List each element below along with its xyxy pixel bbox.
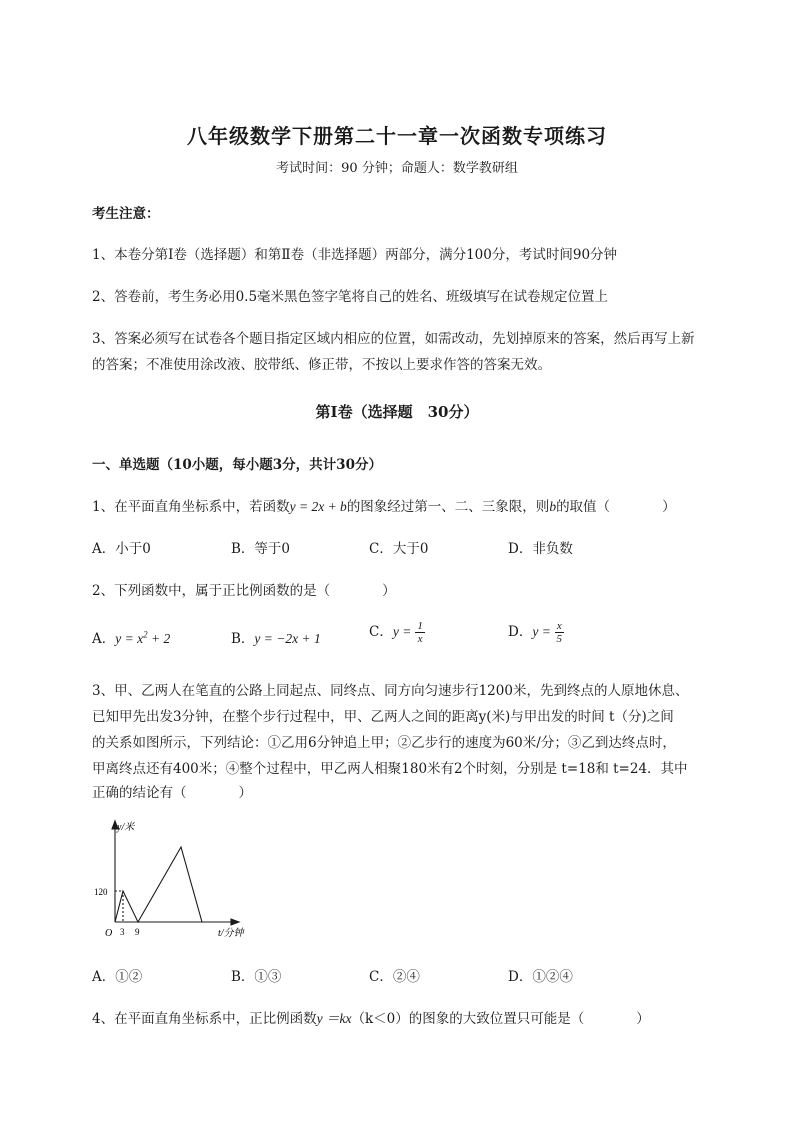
q2-b-formula: y = −2x + 1 [254, 631, 321, 646]
q2-option-a[interactable] [92, 627, 170, 647]
question-1 [92, 495, 676, 515]
notice-heading: 考生注意： [92, 206, 160, 222]
notice-item-3: 3、答案必须写在试卷各个题目指定区域内相应的位置，如需改动，先划掉原来的答案，然后再写上新 [92, 331, 695, 347]
y-axis-label: y/米 [117, 822, 135, 833]
x-tick-3: 3 [120, 927, 125, 937]
q2-a-label: A． [92, 631, 116, 647]
q1-post: 的取值（ [556, 499, 611, 515]
q3-line-2: 已知甲先出发3分钟，在整个步行过程中，甲、乙两人之间的距离y(米)与甲出发的时间 t（分)之间 [92, 709, 674, 725]
notice-item-3-cont: 的答案；不准使用涂改液、胶带纸、修正带，不按以上要求作答的答案无效。 [92, 357, 551, 373]
q3-graph [92, 818, 272, 948]
q2-option-c[interactable] [369, 620, 425, 645]
section-title: 第Ⅰ卷（选择题 30分） [315, 403, 479, 421]
q4-condition: （k＜0） [351, 1011, 409, 1027]
page-subtitle: 考试时间：90 分钟；命题人：数学教研组 [276, 161, 518, 176]
q3-line-3: 的关系如图所示，下列结论：①乙用6分钟追上甲；②乙步行的速度为60米/分；③乙到达终点时， [92, 735, 676, 751]
q4-close: ） [636, 1011, 650, 1027]
q2-option-b[interactable] [231, 627, 321, 647]
x-tick-9: 9 [135, 927, 140, 937]
q3-line-1: 3、甲、乙两人在笔直的公路上同起点、同终点、同方向匀速步行1200米，先到终点的人原地休息、 [92, 683, 689, 699]
q1-option-b[interactable]: B．等于0 [231, 541, 291, 557]
q1-option-d[interactable]: D．非负数 [508, 541, 573, 557]
q2-d-denominator: 5 [556, 633, 562, 645]
question-4 [92, 1007, 650, 1027]
part-heading: 一、单选题（10小题，每小题3分，共计30分） [92, 457, 382, 473]
q3-line-5-text: 正确的结论有（ [92, 785, 187, 801]
q1-mid: 的图象经过第一、二、三象限，则 [346, 499, 550, 515]
q2-a-tail: + 2 [147, 631, 171, 646]
page-title: 八年级数学下册第二十一章一次函数专项练习 [187, 124, 607, 148]
q3-option-c[interactable]: C．②④ [369, 969, 420, 985]
q1-formula: y = 2x + b [289, 499, 347, 514]
q1-option-a[interactable]: A．小于0 [92, 541, 151, 557]
q1-close: ） [662, 499, 676, 515]
q4-post: 的图象的大致位置只可能是（ [408, 1011, 585, 1027]
q2-d-fraction [555, 620, 564, 645]
q2-c-denominator: x [417, 633, 423, 645]
q2-d-formula: y = [532, 624, 551, 639]
q1-option-c[interactable]: C．大于0 [369, 541, 429, 557]
q2-a-formula: y = x [115, 631, 144, 646]
q1-var: b [549, 499, 557, 514]
q3-option-d[interactable]: D．①②④ [508, 969, 573, 985]
notice-item-1: 1、本卷分第Ⅰ卷（选择题）和第Ⅱ卷（非选择题）两部分，满分100分，考试时间90分钟 [92, 247, 618, 263]
q3-close: ） [238, 785, 252, 801]
y-tick-120: 120 [94, 887, 108, 897]
q3-option-a[interactable]: A．①② [92, 969, 143, 985]
q2-option-d[interactable] [508, 620, 564, 645]
q2-b-label: B． [231, 631, 255, 647]
q2-c-numerator: 1 [417, 620, 423, 632]
q4-pre: 4、在平面直角坐标系中，正比例函数 [92, 1011, 317, 1027]
notice-item-2: 2、答卷前，考生务必用0.5毫米黑色签字笔将自己的姓名、班级填写在试卷规定位置上 [92, 289, 609, 305]
q2-d-label: D． [508, 624, 533, 640]
q2-c-fraction [415, 620, 425, 645]
q4-formula: y ＝kx [316, 1011, 352, 1026]
x-axis-arrow [231, 919, 239, 925]
question-2 [92, 579, 396, 599]
q1-pre: 1、在平面直角坐标系中，若函数 [92, 499, 290, 515]
x-axis-label: t/分钟 [218, 928, 244, 939]
distance-curve [115, 847, 202, 922]
q2-c-formula: y = [392, 624, 412, 639]
q2-stem: 2、下列函数中，属于正比例函数的是（ [92, 583, 331, 599]
q3-option-b[interactable]: B．①③ [231, 969, 282, 985]
q2-close: ） [382, 583, 396, 599]
q2-a-exponent: 2 [143, 629, 148, 640]
origin-label: O [105, 928, 113, 939]
q3-line-5 [92, 781, 252, 801]
q3-line-4: 甲离终点还有400米；④整个过程中，甲乙两人相聚180米有2个时刻，分别是 t=18和 t=24．其中 [92, 761, 688, 777]
q2-d-numerator: x [556, 620, 562, 632]
q2-c-label: C． [369, 624, 393, 640]
